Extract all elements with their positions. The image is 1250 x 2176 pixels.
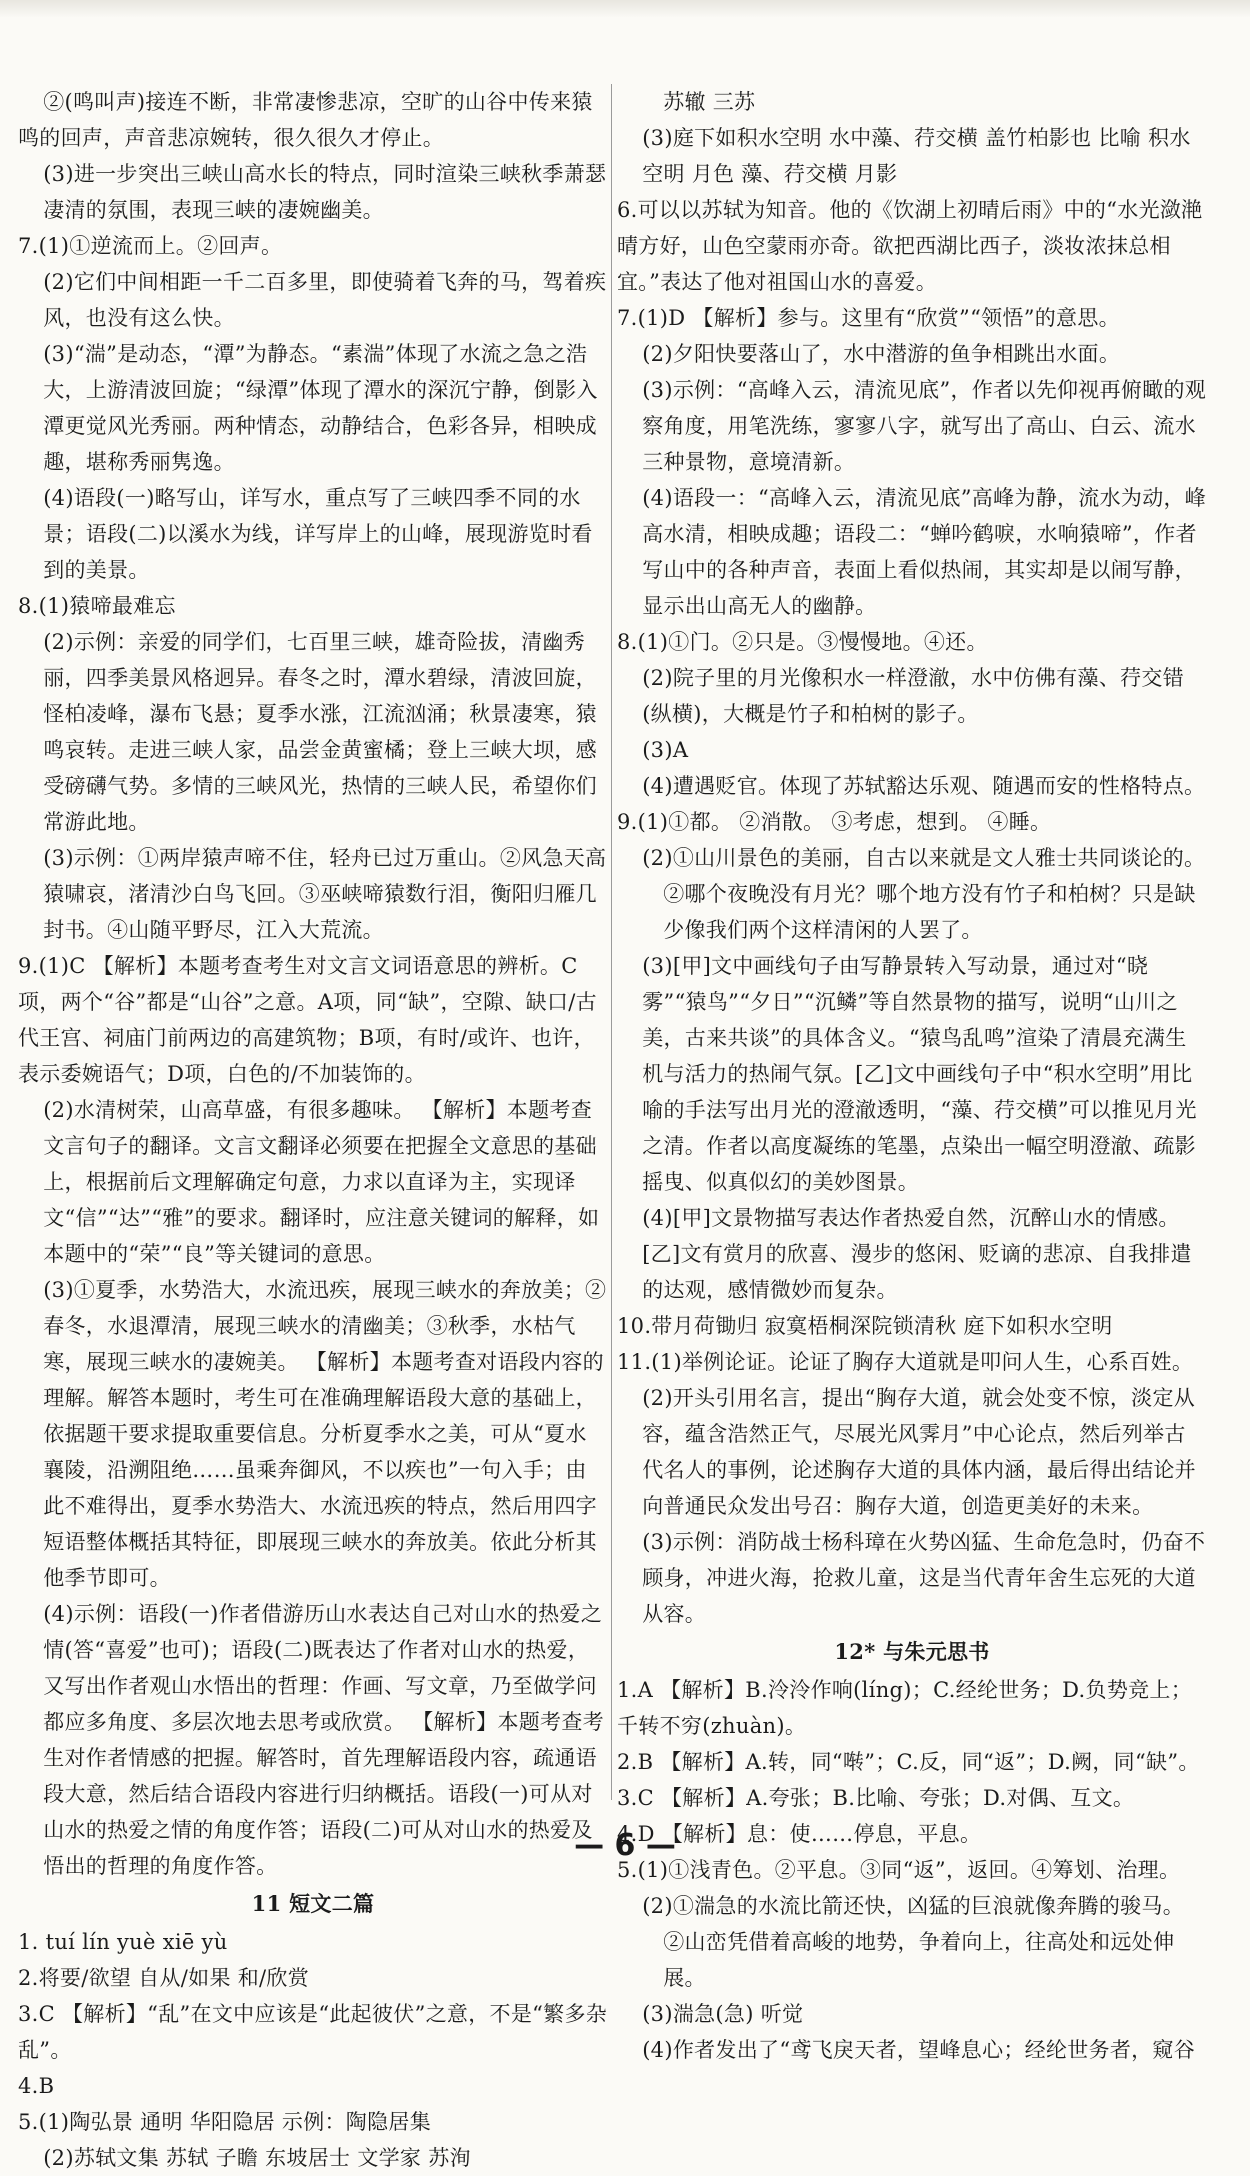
answer-paragraph: (4)语段一：“高峰入云，清流见底”高峰为静，流水为动，峰高水清，相映成趣；语段二：“蝉吟鹤唳，水响猿啼”，作者写山中的各种声音，表面上看似热闹，其实却是以闹写静，显示出山高无人的幽静。 <box>642 486 1207 618</box>
answer-paragraph: 4.D 【解析】息：使……停息，平息。 <box>617 1822 982 1846</box>
answer-paragraph: 9.(1)①都。 ②消散。 ③考虑，想到。 ④睡。 <box>617 810 1052 834</box>
page-number: — 6 — <box>574 1828 676 1863</box>
answer-paragraph: 1.A 【解析】B.泠泠作响(líng)；C.经纶世务；D.负势竞上；千转不穷(zhuàn)。 <box>617 1678 1193 1738</box>
answer-paragraph: (2)开头引用名言，提出“胸存大道，就会处变不惊，淡定从容，蕴含浩然正气，尽展光风霁月”中心论点，然后列举古代名人的事例，论述胸存大道的具体内涵，最后得出结论并向普通民众发出号召：胸存大道，创造更美好的未来。 <box>642 1386 1196 1518</box>
left-column <box>18 84 608 2170</box>
answer-paragraph: 7.(1)①逆流而上。②回声。 <box>18 234 283 258</box>
answer-paragraph: (3)示例：消防战士杨科璋在火势凶猛、生命危急时，仍奋不顾身，冲进火海，抢救儿童，这是当代青年舍生忘死的大道从容。 <box>642 1530 1206 1626</box>
column-divider <box>611 84 612 1800</box>
answer-paragraph: (4)遭遇贬官。体现了苏轼豁达乐观、随遇而安的性格特点。 <box>642 774 1206 798</box>
answer-paragraph: 苏辙 三苏 <box>663 90 756 114</box>
answer-paragraph: 4.B <box>18 2074 55 2098</box>
answer-paragraph: 10.带月荷锄归 寂寞梧桐深院锁清秋 庭下如积水空明 <box>617 1314 1113 1338</box>
answer-paragraph: (3)进一步突出三峡山高水长的特点，同时渲染三峡秋季萧瑟凄清的氛围，表现三峡的凄婉幽美。 <box>43 162 607 222</box>
answer-paragraph: (2)①湍急的水流比箭还快，凶猛的巨浪就像奔腾的骏马。 <box>642 1894 1185 1918</box>
answer-paragraph: (4)作者发出了“鸢飞戾天者，望峰息心；经纶世务者，窥谷 <box>642 2038 1196 2062</box>
section-title: 12* 与朱元思书 <box>834 1639 990 1664</box>
answer-paragraph: 6.可以以苏轼为知音。他的《饮湖上初晴后雨》中的“水光潋滟晴方好，山色空蒙雨亦奇。欲把西湖比西子，淡妆浓抹总相宜。”表达了他对祖国山水的喜爱。 <box>617 198 1203 294</box>
answer-paragraph: (2)院子里的月光像积水一样澄澈，水中仿佛有藻、荇交错(纵横)，大概是竹子和柏树的影子。 <box>642 666 1185 726</box>
answer-paragraph: 2.将要/欲望 自从/如果 和/欣赏 <box>18 1966 310 1990</box>
answer-paragraph: (3)示例：①两岸猿声啼不住，轻舟已过万重山。②风急天高猿啸哀，渚清沙白鸟飞回。③巫峡啼猿数行泪，衡阳归雁几封书。④山随平野尽，江入大荒流。 <box>43 846 607 942</box>
answer-paragraph: 3.C 【解析】“乱”在文中应该是“此起彼伏”之意，不是“繁多杂乱”。 <box>18 2002 608 2062</box>
answer-paragraph: (2)①山川景色的美丽，自古以来就是文人雅士共同谈论的。 <box>642 846 1206 870</box>
answer-paragraph: (2)示例：亲爱的同学们，七百里三峡，雄奇险拔，清幽秀丽，四季美景风格迥异。春冬之时，潭水碧绿，清波回旋，怪柏凌峰，瀑布飞悬；夏季水涨，江流汹涌；秋景凄寒，猿鸣哀转。走进三峡人家，品尝金黄蜜橘；登上三峡大坝，感受磅礴气势。多情的三峡风光，热情的三峡人民，希望你们常游此地。 <box>43 630 597 834</box>
answer-paragraph: 8.(1)①门。②只是。③慢慢地。④还。 <box>617 630 988 654</box>
answer-paragraph: (3)“湍”是动态，“潭”为静态。“素湍”体现了水流之急之浩大，上游清波回旋；“绿潭”体现了潭水的深沉宁静，倒影入潭更觉风光秀丽。两种情态，动静结合，色彩各异，相映成趣，堪称秀丽隽逸。 <box>43 342 598 474</box>
answer-paragraph: 1. tuí lín yuè xiē yù <box>18 1930 228 1954</box>
right-column <box>617 84 1207 2062</box>
answer-paragraph: 5.(1)①浅青色。②平息。③同“返”，返回。④筹划、治理。 <box>617 1858 1181 1882</box>
answer-paragraph: 11.(1)举例论证。论证了胸存大道就是叩问人生，心系百姓。 <box>617 1350 1194 1374</box>
answer-paragraph: (2)夕阳快要落山了，水中潜游的鱼争相跳出水面。 <box>642 342 1121 366</box>
answer-paragraph: (2)苏轼文集 苏轼 子瞻 东坡居士 文学家 苏洵 <box>43 2146 471 2170</box>
answer-paragraph: (3)[甲]文中画线句子由写静景转入写动景，通过对“晓雾”“猿鸟”“夕日”“沉鳞”等自然景物的描写，说明“山川之美，古来共谈”的具体含义。“猿鸟乱鸣”渲染了清晨充满生机与活力的热闹气氛。[乙]文中画线句子中“积水空明”用比喻的手法写出月光的澄澈透明，“藻、荇交横”可以推见月光之清。作者以高度凝练的笔墨，点染出一幅空明澄澈、疏影摇曳、似真似幻的美妙图景。 <box>642 954 1197 1194</box>
answer-paragraph: 7.(1)D 【解析】参与。这里有“欣赏”“领悟”的意思。 <box>617 306 1120 330</box>
answer-paragraph: (2)它们中间相距一千二百多里，即使骑着飞奔的马，驾着疾风，也没有这么快。 <box>43 270 607 330</box>
answer-paragraph: (2)水清树荣，山高草盛，有很多趣味。 【解析】本题考查文言句子的翻译。文言文翻译必须要在把握全文意思的基础上，根据前后文理解确定句意，力求以直译为主，实现译文“信”“达”“雅”的要求。翻译时，应注意关键词的解释，如本题中的“荣”“良”等关键词的意思。 <box>43 1098 600 1266</box>
answer-paragraph: (3)庭下如积水空明 水中藻、荇交横 盖竹柏影也 比喻 积水空明 月色 藻、荇交横 月影 <box>642 126 1191 186</box>
answer-paragraph: (3)①夏季，水势浩大，水流迅疾，展现三峡水的奔放美；②春冬，水退潭清，展现三峡水的清幽美；③秋季，水枯气寒，展现三峡水的凄婉美。 【解析】本题考查对语段内容的理解。解答本题时，考生可在准确理解语段大意的基础上，依据题干要求提取重要信息。分析夏季水之美，可从“夏水襄陵，沿溯阻绝……虽乘奔御风，不以疾也”一句入手；由此不难得出，夏季水势浩大、水流迅疾的特点，然后用四字短语整体概括其特征，即展现三峡水的奔放美。依此分析其他季节即可。 <box>43 1278 607 1590</box>
answer-paragraph: 5.(1)陶弘景 通明 华阳隐居 示例：陶隐居集 <box>18 2110 432 2134</box>
answer-paragraph: 8.(1)猿啼最难忘 <box>18 594 176 618</box>
section-title: 11 短文二篇 <box>251 1891 375 1916</box>
answer-paragraph: (3)湍急(急) 听觉 <box>642 2002 804 2026</box>
answer-paragraph: (4)语段(一)略写山，详写水，重点写了三峡四季不同的水景；语段(二)以溪水为线，详写岸上的山峰，展现游览时看到的美景。 <box>43 486 593 582</box>
answer-paragraph: ②山峦凭借着高峻的地势，争着向上，往高处和远处伸展。 <box>663 1930 1175 1990</box>
scan-top-edge <box>0 0 1250 18</box>
answer-paragraph: 2.B 【解析】A.转，同“啭”；C.反，同“返”；D.阙，同“缺”。 <box>617 1750 1200 1774</box>
answer-paragraph: ②(鸣叫声)接连不断，非常凄惨悲凉，空旷的山谷中传来猿鸣的回声，声音悲凉婉转，很久很久才停止。 <box>18 90 593 150</box>
answer-paragraph: 3.C 【解析】A.夸张；B.比喻、夸张；D.对偶、互文。 <box>617 1786 1135 1810</box>
answer-paragraph: (3)示例：“高峰入云，清流见底”，作者以先仰视再俯瞰的观察角度，用笔洗练，寥寥八字，就写出了高山、白云、流水三种景物，意境清新。 <box>642 378 1207 474</box>
answer-paragraph: (4)示例：语段(一)作者借游历山水表达自己对山水的热爱之情(答“喜爱”也可)；语段(二)既表达了作者对山水的热爱，又写出作者观山水悟出的哲理：作画、写文章，乃至做学问都应多角度、多层次地去思考或欣赏。 【解析】本题考查考生对作者情感的把握。解答时，首先理解语段内容，疏通语段大意，然后结合语段内容进行归纳概括。语段(一)可从对山水的热爱之情的角度作答；语段(二)可从对山水的热爱及悟出的哲理的角度作答。 <box>43 1602 604 1878</box>
answer-paragraph: (3)A <box>642 738 689 762</box>
answer-paragraph: 9.(1)C 【解析】本题考查考生对文言文词语意思的辨析。C项，两个“谷”都是“山谷”之意。A项，同“缺”，空隙、缺口/古代王宫、祠庙门前两边的高建筑物；B项，有时/或许、也许，表示委婉语气；D项，白色的/不加装饰的。 <box>18 954 597 1086</box>
answer-paragraph: ②哪个夜晚没有月光？哪个地方没有竹子和柏树？只是缺少像我们两个这样清闲的人罢了。 <box>663 882 1196 942</box>
answer-paragraph: (4)[甲]文景物描写表达作者热爱自然，沉醉山水的情感。[乙]文有赏月的欣喜、漫步的悠闲、贬谪的悲凉、自我排遣的达观，感情微妙而复杂。 <box>642 1206 1192 1302</box>
